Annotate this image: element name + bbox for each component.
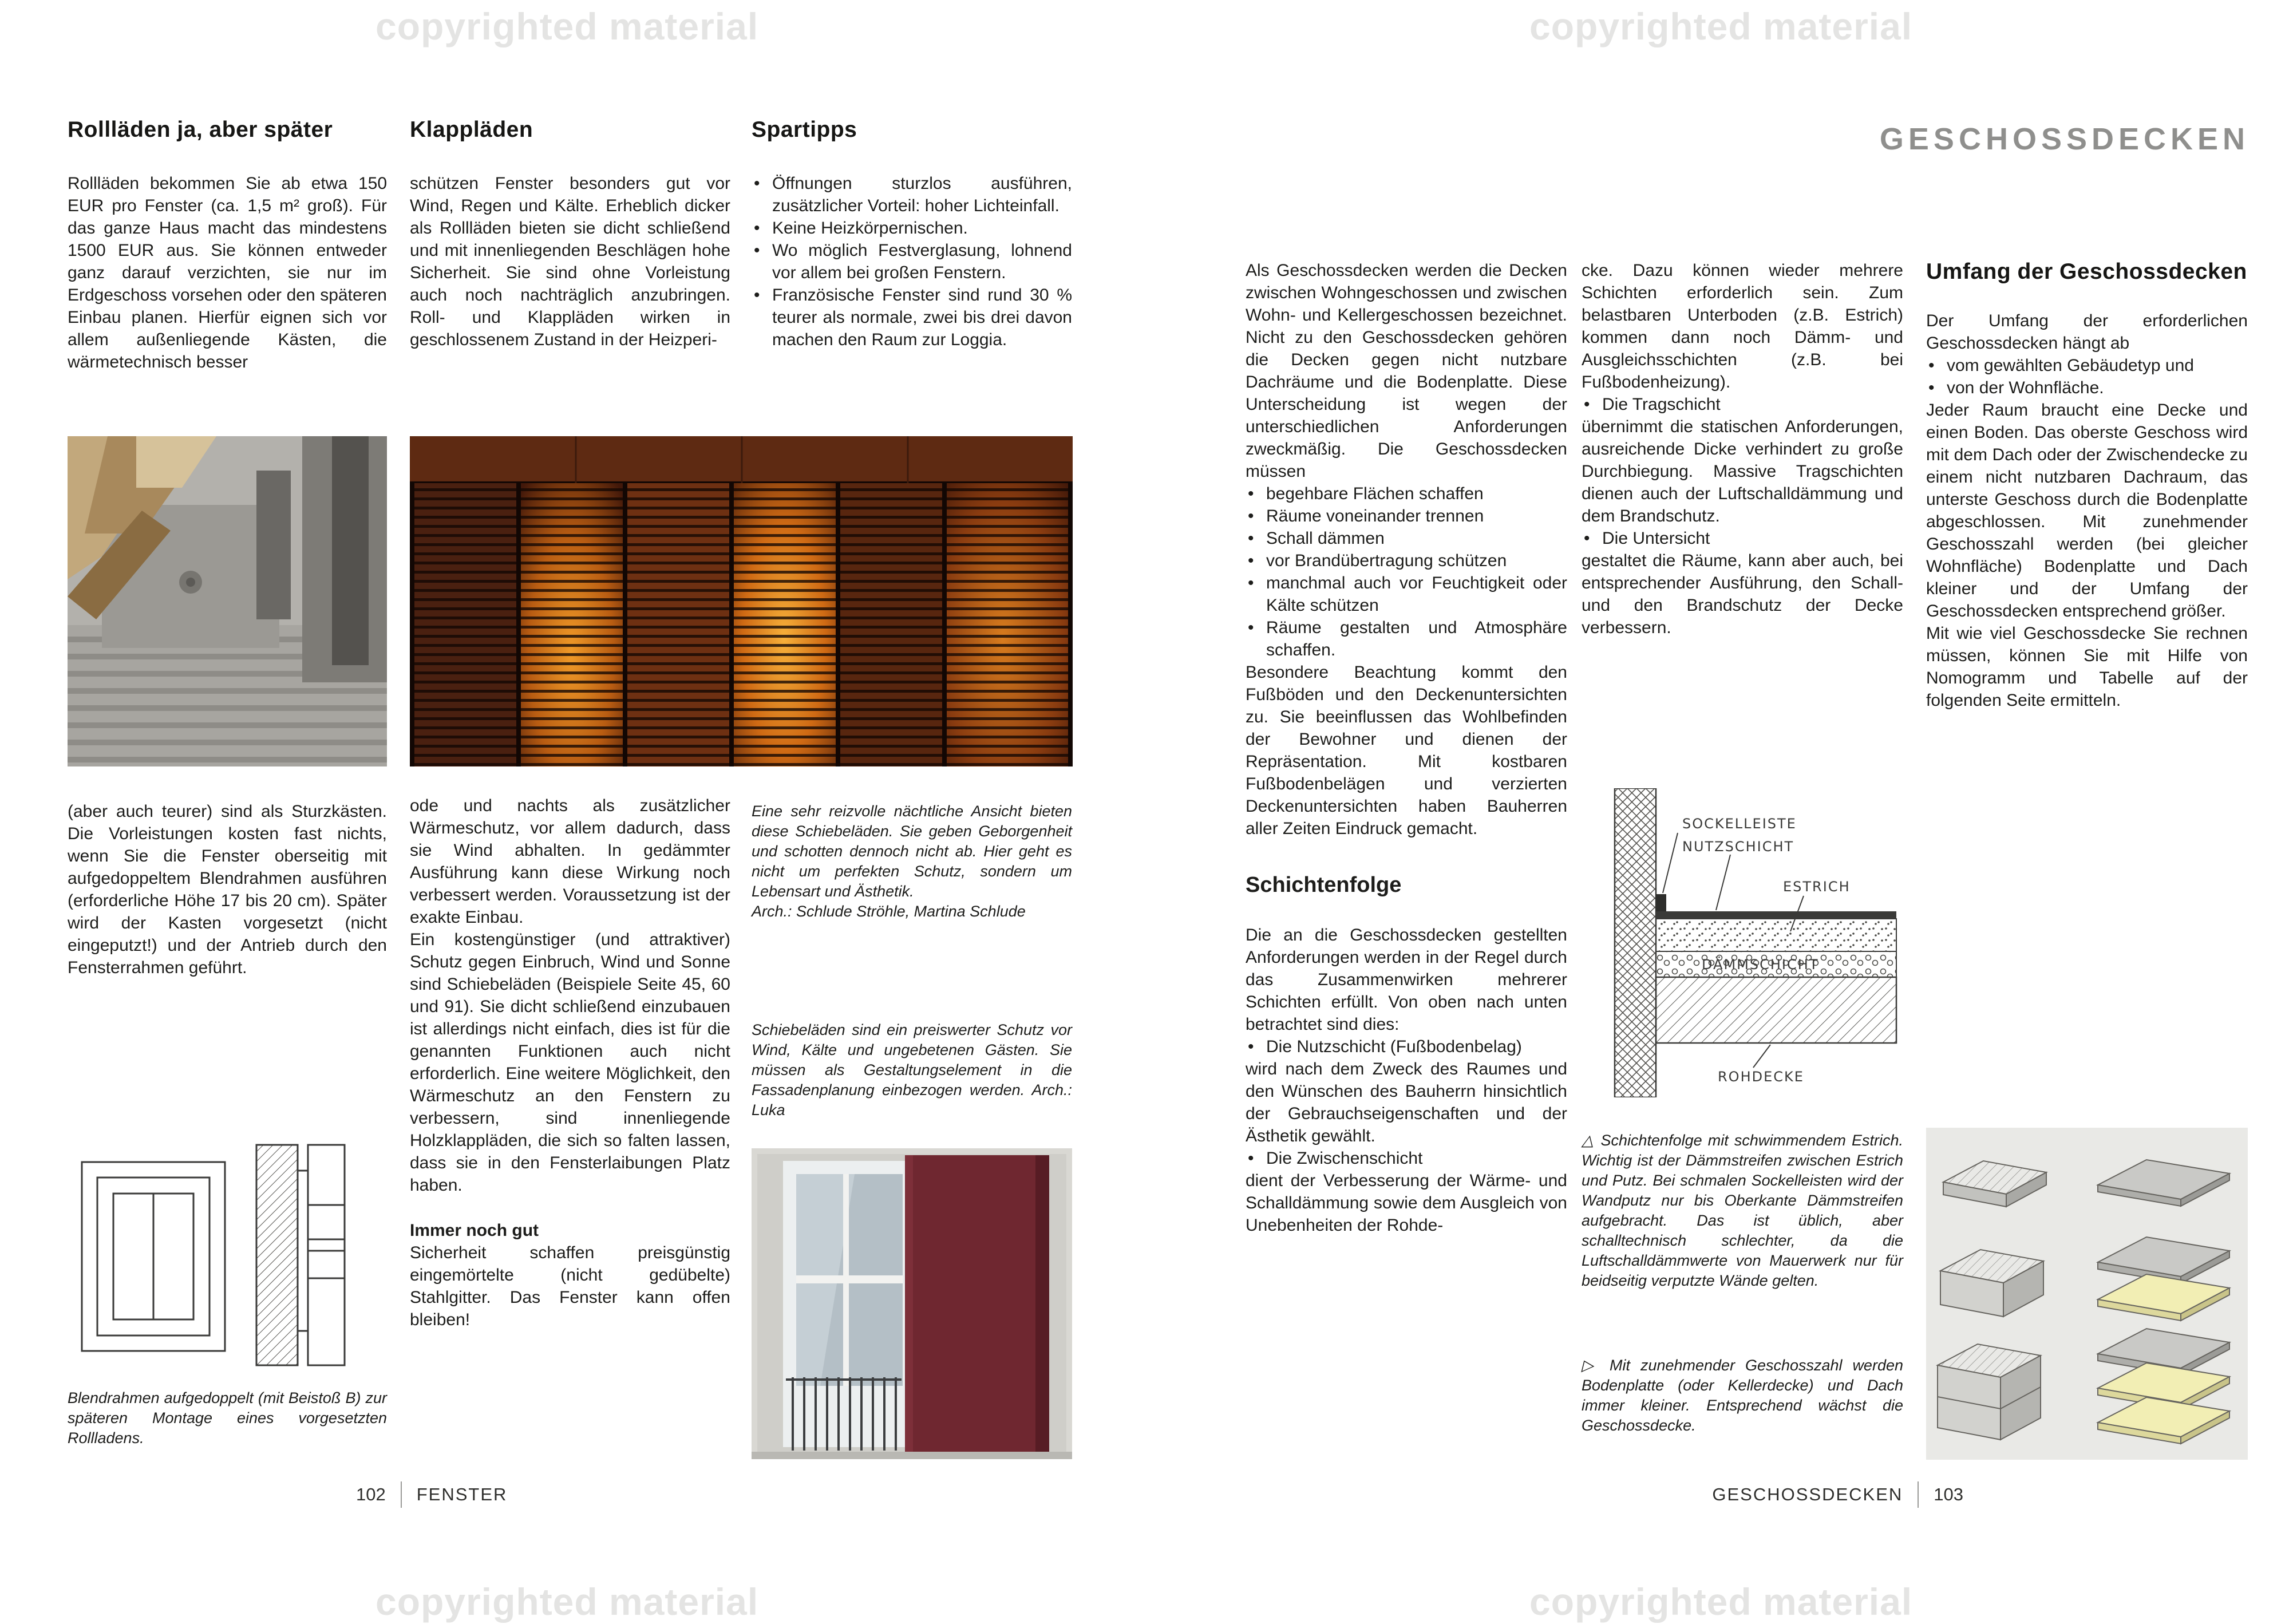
left-page-number: 102 — [356, 1484, 386, 1504]
left-page-footer — [356, 1481, 507, 1508]
zwischenschicht-continuation: cke. Dazu können wieder mehrere Schichten erforderlich sein. Zum belastbaren Unterboden (z.B. Estrich) kommen dann noch Dämm- und Ausgleichsschichten (z.B. bei Fußbodenheizung). — [1582, 261, 1903, 392]
schichtenfolge-caption — [1582, 1131, 1903, 1291]
tip-item: • Öffnungen sturzlos ausführen, zusätzlicher Vorteil: hoher Lichteinfall. — [752, 172, 1072, 217]
umfang-paragraph-3: Mit wie viel Geschossdecke Sie rechnen müssen, können Sie mit Hilfe von Nomogramm und Tabelle auf der folgenden Seite ermitteln. — [1926, 624, 2248, 710]
watermark-bottom-left: copyrighted material — [375, 1580, 759, 1623]
diagram-floor-slabs — [1926, 1128, 2248, 1460]
right-chapter-label: GESCHOSSDECKEN — [1712, 1484, 1903, 1504]
label-sockelleiste: SOCKELLEISTE — [1682, 816, 1797, 832]
requirement-item: • vor Brandübertragung schützen — [1246, 550, 1567, 572]
watermark-top-right: copyrighted material — [1529, 5, 1913, 48]
photo-red-sliding-shutter — [752, 1148, 1072, 1459]
night-shutters-caption-text: Eine sehr reizvolle nächtliche Ansicht bieten diese Schiebeläden. Sie geben Geborgenheit und schotten dennoch nicht ab. Hier geht es nicht um perfekten Schutz, sondern um Lebensart und Ästhetik. — [752, 803, 1072, 900]
drawing-blendrahmen — [68, 1136, 387, 1374]
requirement-item: • begehbare Flächen schaffen — [1246, 483, 1567, 505]
nutzschicht-paragraph: wird nach dem Zweck des Raumes und den Wünschen des Bauherrn hinsichtlich der Gebrauchseigenschaften und der Ästhetik gewählt. — [1246, 1060, 1567, 1145]
requirement-item: • Räume voneinander trennen — [1246, 505, 1567, 527]
geschossdecken-intro: Als Geschossdecken werden die Decken zwischen Wohngeschossen und zwischen Wohn- und Kellergeschossen bezeichnet. Nicht zu den Geschossdecken gehören die Decken gegen nicht nutzbare Dachräume und die Bodenplatte. Diese Unterscheidung ist wegen der unterschiedlichen Anforderungen zweckmäßig. Die Geschossdecken müssen — [1246, 261, 1567, 481]
rollladen-paragraph-2: (aber auch teurer) sind als Sturzkästen. Die Vorleistungen kosten fast nichts, wenn Sie die Fenster oberseitig mit aufgedoppeltem Blendrahmen ausführen (erforderliche Höhe 17 bis 20 cm). Später wird der Kasten vorgesetzt (nicht eingeputzt!) und der Antrieb durch den Fensterrahmen geführt. — [68, 802, 387, 977]
heading-klappladen: Klappläden — [410, 117, 533, 142]
drawing-schichtenfolge — [1582, 788, 1903, 1097]
subheading-immer-noch-gut: Immer noch gut — [410, 1221, 539, 1240]
photo-shutter-box-illustration — [68, 436, 387, 766]
umfang-paragraph-2: Jeder Raum braucht eine Decke und einen Boden. Das oberste Geschoss wird mit dem Dach oder der Zwischendecke zu einem nicht nutzbaren Dachraum, das unterste Geschoss durch die Bodenplatte abgeschlossen. Mit zunehmender Geschosszahl werden (bei gleicher Wohnfläche) Bodenplatte und Dach kleiner und der Umfang der Geschossdecken entsprechend größer. — [1926, 401, 2248, 621]
watermark-top-left: copyrighted material — [375, 5, 759, 48]
footer-divider — [401, 1481, 402, 1508]
left-chapter-label: FENSTER — [416, 1484, 508, 1504]
photo-shutter-box-detail — [68, 436, 387, 766]
klappladen-paragraph-3: Ein kostengünstiger (und attraktiver) Schutz gegen Einbruch, Wind und Sonne sind Schiebeläden (Beispiele Seite 45, 60 und 91). Sie dicht schließend einzubauen ist allerdings nicht einfach, dies ist für die genannten Funktionen auch nicht erforderlich. Eine weitere Möglichkeit, den Wärmeschutz an den Fenstern zu verbessern, sind innenliegende Holzklappläden, die sich so falten lassen, dass sie in den Fensterlaibungen Platz haben. — [410, 930, 730, 1195]
right-column-2 — [1582, 259, 1903, 639]
heading-rollladen: Rollläden ja, aber später — [68, 117, 333, 142]
schichtenfolge-sketch — [1582, 788, 1903, 1097]
bullet-untersicht: • Die Untersicht — [1582, 527, 1903, 550]
bullet-zwischenschicht: • Die Zwischenschicht — [1246, 1147, 1567, 1169]
sliding-shutter-caption — [752, 1020, 1072, 1120]
geschossdecken-paragraph-2: Besondere Beachtung kommt den Fußböden und den Deckenuntersichten zu. Sie beeinflussen das Wohlbefinden der Bewohner und dienen der Repräsentation. Mit kostbaren Fußbodenbelägen und verzierten Deckenuntersichten haben Bauherren aller Zeiten Eindruck gemacht. — [1246, 663, 1567, 838]
spartipps-list — [752, 172, 1072, 351]
label-nutzschicht: NUTZSCHICHT — [1682, 839, 1794, 855]
klappladen-paragraph-1: schützen Fenster besonders gut vor Wind, Regen und Kälte. Erheblich dicker als Rollläden bieten sie dicht schließend und mit innenliegenden Beschlägen hohe Sicherheit. Sie sind ohne Vorleistung auch noch nachträglich anzubringen. Roll- und Klappläden wirken in geschlossenem Zustand in der Heizperi- — [410, 174, 730, 349]
tip-item: • Keine Heizkörpernischen. — [752, 217, 1072, 239]
untersicht-paragraph: gestaltet die Räume, kann aber auch, bei entsprechender Ausführung, den Schall- und den Brandschutz der Decke verbessern. — [1582, 551, 1903, 637]
sliding-shutter-caption-text: Schiebeläden sind ein preiswerter Schutz vor Wind, Kälte und ungebetenen Gästen. Sie müssen als Gestaltungselement in die Fassadenplanung einbezogen werden. Arch.: Luka — [752, 1021, 1072, 1119]
right-page-number: 103 — [1934, 1484, 1963, 1504]
requirement-item: • Schall dämmen — [1246, 527, 1567, 550]
klappladen-paragraph-2: ode und nachts als zusätzlicher Wärmeschutz, vor allem dadurch, dass sie Wind abhalten. In gedämmter Ausführung kann diese Wirkung noch verbessert werden. Voraussetzung ist der exakte Einbau. — [410, 796, 730, 927]
right-column-1 — [1246, 259, 1567, 1236]
umfang-item: • von der Wohnfläche. — [1926, 377, 2248, 399]
heading-umfang: Umfang der Geschossdecken — [1926, 259, 2247, 284]
tip-item: • Wo möglich Festverglasung, lohnend vor allem bei großen Fenstern. — [752, 239, 1072, 284]
night-shutters-caption — [752, 801, 1072, 922]
label-estrich: ESTRICH — [1783, 879, 1851, 895]
bullet-tragschicht: • Die Tragschicht — [1582, 393, 1903, 416]
chapter-header: GESCHOSSDECKEN — [1879, 122, 2249, 156]
tragschicht-paragraph: übernimmt die statischen Anforderungen, ausreichende Dicke verhindert zu große Durchbiegung. Massive Tragschichten dienen auch der Luftschalldämmung und dem Brandschutz. — [1582, 417, 1903, 525]
footer-divider — [1918, 1481, 1919, 1508]
right-column-3 — [1926, 259, 2248, 712]
requirement-item: • manchmal auch vor Feuchtigkeit oder Kälte schützen — [1246, 572, 1567, 617]
red-shutter-illustration — [752, 1148, 1072, 1459]
left-column-3 — [752, 117, 1072, 351]
photo-wooden-slat-shutters — [410, 436, 1073, 766]
left-column-1 — [68, 117, 387, 373]
blendrahmen-line-drawing — [68, 1136, 387, 1374]
label-rohdecke: ROHDECKE — [1718, 1069, 1804, 1085]
night-shutters-caption-arch: Arch.: Schlude Ströhle, Martina Schlude — [752, 903, 1026, 920]
blendrahmen-caption — [68, 1388, 387, 1448]
slat-shutters-illustration — [410, 436, 1073, 766]
left-column-1-lower — [68, 800, 387, 979]
right-page-footer — [1677, 1481, 1963, 1508]
umfang-list — [1926, 354, 2248, 399]
rollladen-paragraph-1: Rollläden bekommen Sie ab etwa 150 EUR pro Fenster (ca. 1,5 m² groß). Für das ganze Haus macht das mindestens 1500 EUR aus. Sie können entweder ganz darauf verzichten, sie nur im Erdgeschoss vorsehen oder den späteren Einbau planen. Hierfür eignen sich vor allem außenliegende Kästen, die wärmetechnisch besser — [68, 174, 387, 372]
label-daemmschicht: DÄMMSCHICHT — [1702, 957, 1819, 973]
schichtenfolge-paragraph-1: Die an die Geschossdecken gestellten Anforderungen werden in der Regel durch das Zusammenwirken mehrerer Schichten erfüllt. Von oben nach unten betrachtet sind dies: — [1246, 926, 1567, 1034]
heading-spartipps: Spartipps — [752, 117, 857, 142]
geschossdecken-requirements-list — [1246, 483, 1567, 661]
bullet-nutzschicht: • Die Nutzschicht (Fußbodenbelag) — [1246, 1036, 1567, 1058]
tip-item: • Französische Fenster sind rund 30 % teurer als normale, zwei bis drei davon machen den Raum zur Loggia. — [752, 284, 1072, 351]
schichtenfolge-caption-text: △ Schichtenfolge mit schwimmendem Estrich. Wichtig ist der Dämmstreifen zwischen Estrich und Putz. Bei schmalen Sockelleisten wird der Wandputz nur bis Oberkante Dämmstreifen aufgebracht. Das ist üblich, aber schalltechnisch schlechter, da die Luftschalldämmwerte von Mauerwerk nur für beidseitig verputzte Wände gelten. — [1582, 1132, 1903, 1289]
left-column-2-lower — [410, 795, 730, 1331]
zwischenschicht-paragraph: dient der Verbesserung der Wärme- und Schalldämmung sowie dem Ausgleich von Unebenheiten der Rohde- — [1246, 1171, 1567, 1235]
blendrahmen-caption-text: Blendrahmen aufgedoppelt (mit Beistoß B) zur späteren Montage eines vorgesetzten Rollladens. — [68, 1389, 387, 1447]
umfang-paragraph-1: Der Umfang der erforderlichen Geschossdecken hängt ab — [1926, 311, 2248, 353]
geschosszahl-caption — [1582, 1356, 1903, 1436]
left-column-2 — [410, 117, 730, 351]
geschosszahl-caption-text: ▷ Mit zunehmender Geschosszahl werden Bodenplatte (oder Kellerdecke) und Dach immer kleiner. Entsprechend wächst die Geschossdecke. — [1582, 1357, 1903, 1434]
umfang-item: • vom gewählten Gebäudetyp und — [1926, 354, 2248, 377]
requirement-item: • Räume gestalten und Atmosphäre schaffen. — [1246, 617, 1567, 661]
heading-schichtenfolge: Schichtenfolge — [1246, 873, 1402, 897]
klappladen-paragraph-4: Sicherheit schaffen preisgünstig eingemörtelte (nicht gedübelte) Stahlgitter. Das Fenster kann offen bleiben! — [410, 1243, 730, 1329]
floor-slabs-illustration — [1926, 1128, 2248, 1460]
watermark-bottom-right: copyrighted material — [1529, 1580, 1913, 1623]
